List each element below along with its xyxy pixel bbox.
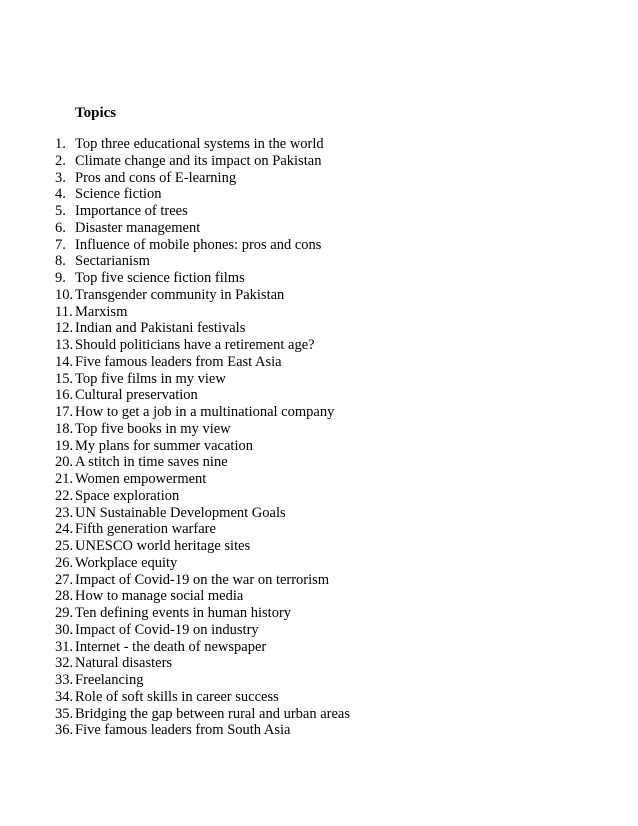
list-item (55, 203, 350, 220)
list-item (55, 605, 350, 622)
list-item-number: 12. (55, 320, 74, 337)
list-item (55, 706, 350, 723)
list-item-number: 10. (55, 286, 74, 303)
list-item-text: Five famous leaders from East Asia (75, 353, 282, 370)
list-item (55, 639, 350, 656)
list-item-text: Women empowerment (75, 471, 207, 487)
list-item-number: 11. (55, 303, 73, 320)
list-item (55, 387, 350, 404)
list-item (55, 588, 350, 605)
list-item-text: Influence of mobile phones: pros and cons (75, 236, 322, 253)
list-item (55, 572, 350, 589)
list-item-text: Disaster management (75, 219, 201, 236)
list-item-number: 29. (55, 605, 74, 621)
list-item (55, 136, 350, 153)
list-item-number: 7. (55, 236, 66, 253)
list-item-number: 4. (55, 186, 66, 203)
list-item-text: Cultural preservation (75, 387, 198, 404)
list-item-number: 30. (55, 621, 74, 638)
list-item-text: How to get a job in a multinational company (75, 404, 335, 420)
list-item-text: How to manage social media (75, 588, 244, 605)
list-item-number: 18. (55, 420, 74, 437)
list-item-number: 31. (55, 638, 74, 655)
list-item-number: 32. (55, 655, 74, 672)
list-item-text: Five famous leaders from South Asia (75, 722, 291, 739)
list-item-number: 19. (55, 437, 74, 454)
list-item-text: Indian and Pakistani festivals (75, 320, 246, 337)
page-heading: Topics (75, 105, 117, 121)
list-item (55, 521, 350, 538)
list-item-number: 1. (55, 136, 66, 152)
list-item-text: Impact of Covid-19 on the war on terrorism (75, 571, 330, 588)
list-item-number: 35. (55, 705, 74, 722)
list-item-text: A stitch in time saves nine (75, 454, 228, 471)
list-item (55, 270, 350, 287)
list-item-text: Impact of Covid-19 on industry (75, 621, 259, 638)
list-item (55, 505, 350, 522)
list-item-number: 28. (55, 588, 74, 605)
list-item-text: Natural disasters (75, 655, 173, 672)
list-item-text: Freelancing (75, 672, 144, 688)
list-item-number: 20. (55, 454, 74, 471)
list-item-number: 17. (55, 404, 74, 420)
list-item-text: Fifth generation warfare (75, 521, 216, 538)
list-item-text: Science fiction (75, 186, 162, 203)
list-item-text: Ten defining events in human history (75, 605, 292, 621)
list-item-number: 22. (55, 487, 74, 504)
list-item-number: 15. (55, 370, 74, 387)
list-item-number: 13. (55, 337, 74, 353)
list-item (55, 488, 350, 505)
list-item (55, 421, 350, 438)
list-item-number: 26. (55, 554, 74, 571)
list-item (55, 454, 350, 471)
list-item-text: Top three educational systems in the world (75, 136, 324, 152)
list-item-number: 25. (55, 538, 74, 554)
list-item-text: UN Sustainable Development Goals (75, 504, 286, 521)
list-item (55, 438, 350, 455)
list-item (55, 220, 350, 237)
list-item-text: Role of soft skills in career success (75, 688, 279, 705)
list-item (55, 689, 350, 706)
list-item-text: Transgender community in Pakistan (75, 286, 285, 303)
list-item (55, 304, 350, 321)
list-item (55, 337, 350, 354)
list-item-text: Pros and cons of E-learning (75, 169, 237, 186)
list-item-number: 36. (55, 722, 74, 739)
list-item-text: UNESCO world heritage sites (75, 538, 251, 554)
list-item-text: Importance of trees (75, 203, 188, 219)
list-item-text: Sectarianism (75, 253, 150, 270)
list-item-text: My plans for summer vacation (75, 437, 253, 454)
list-item-number: 5. (55, 203, 66, 219)
list-item (55, 404, 350, 421)
list-item-text: Should politicians have a retirement age? (75, 337, 315, 353)
list-item (55, 354, 350, 371)
topic-list (55, 136, 350, 739)
list-item-number: 14. (55, 353, 74, 370)
list-item (55, 320, 350, 337)
list-item (55, 622, 350, 639)
list-item (55, 371, 350, 388)
list-item-text: Top five books in my view (75, 420, 231, 437)
list-item-number: 3. (55, 169, 66, 186)
list-item-number: 16. (55, 387, 74, 404)
list-item (55, 170, 350, 187)
list-item-number: 2. (55, 152, 66, 169)
list-item (55, 287, 350, 304)
list-item (55, 237, 350, 254)
list-item (55, 538, 350, 555)
list-item-text: Marxism (75, 303, 128, 320)
list-item-text: Workplace equity (75, 554, 178, 571)
list-item-number: 34. (55, 688, 74, 705)
list-item-number: 23. (55, 504, 74, 521)
list-item (55, 471, 350, 488)
list-item-text: Climate change and its impact on Pakistan (75, 152, 322, 169)
list-item-number: 8. (55, 253, 66, 270)
list-item-number: 33. (55, 672, 74, 688)
list-item (55, 186, 350, 203)
list-item (55, 672, 350, 689)
list-item-number: 9. (55, 270, 66, 286)
list-item-number: 24. (55, 521, 74, 538)
list-item-number: 21. (55, 471, 74, 487)
list-item-text: Internet - the death of newspaper (75, 638, 267, 655)
list-item-number: 27. (55, 571, 74, 588)
list-item (55, 253, 350, 270)
list-item (55, 555, 350, 572)
list-item-number: 6. (55, 219, 66, 236)
list-item (55, 153, 350, 170)
list-item-text: Bridging the gap between rural and urban areas (75, 705, 350, 722)
list-item-text: Top five films in my view (75, 370, 226, 387)
list-item (55, 655, 350, 672)
list-item-text: Space exploration (75, 487, 180, 504)
list-item-text: Top five science fiction films (75, 270, 245, 286)
list-item (55, 722, 350, 739)
